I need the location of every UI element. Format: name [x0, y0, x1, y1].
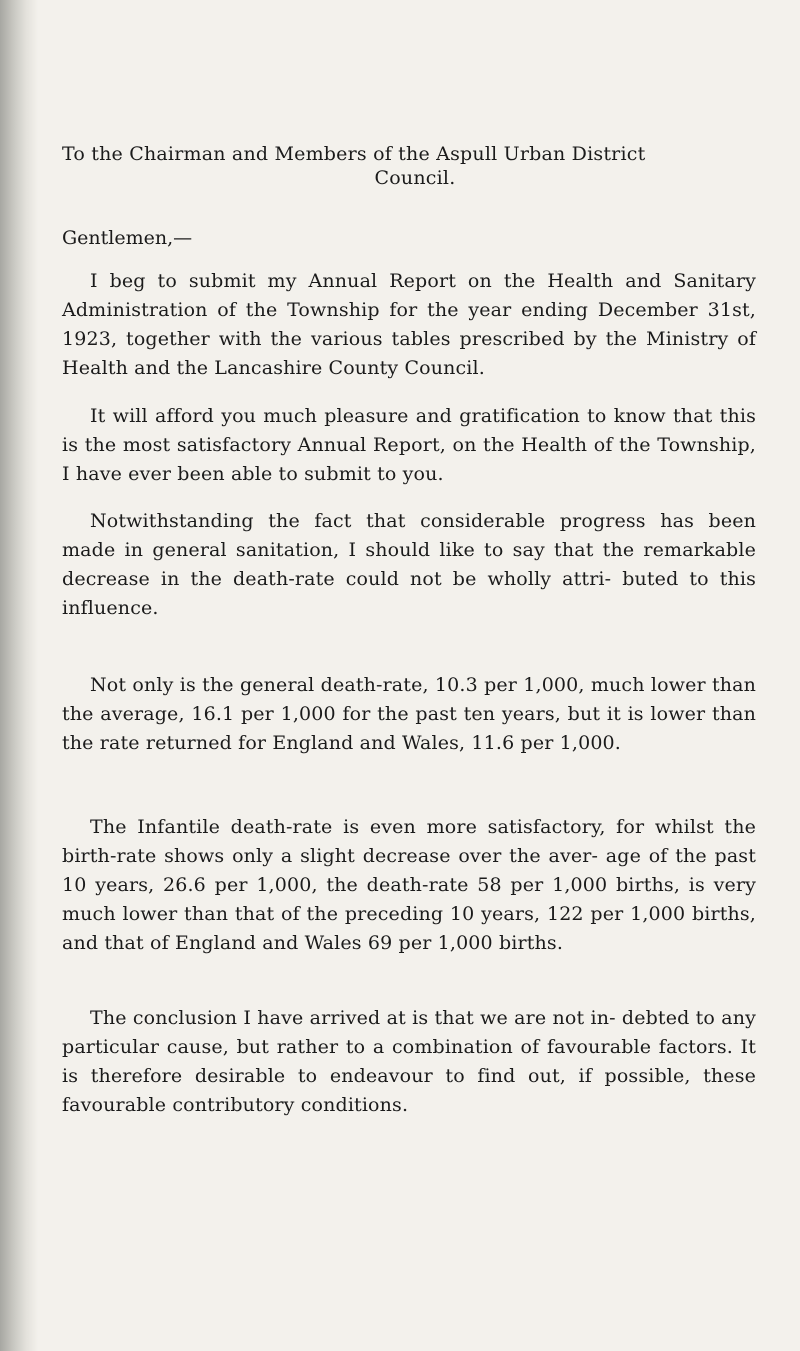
- greeting: Gentlemen,—: [62, 227, 193, 249]
- address-line-1: To the Chairman and Members of the Aspull Urban District: [62, 143, 646, 165]
- paragraph-report-submission: I beg to submit my Annual Report on the Health and Sanitary Administration of the Township for the year ending December 31st, 1923, together with the various tables prescribed by the Ministry of Health and the Lancashire County Council.: [62, 270, 756, 379]
- paragraph-satisfactory-report: It will afford you much pleasure and gratification to know that this is the most satisfactory Annual Report, on the Health of the Township, I have ever been able to submit to you.: [62, 405, 756, 485]
- paragraph-conclusion: The conclusion I have arrived at is that we are not in- debted to any particular cause, but rather to a combination of favourable factors. It is therefore desirable to endeavour to find out, if possible, these favourable contributory conditions.: [62, 1007, 756, 1116]
- address-line-2: Council.: [374, 167, 456, 189]
- address-block: [62, 142, 768, 190]
- paragraph-sanitation-progress: Notwithstanding the fact that considerable progress has been made in general sanitation, I should like to say that the remarkable decrease in the death-rate could not be wholly attri- buted to this influence.: [62, 510, 756, 619]
- paragraph-general-death-rate: Not only is the general death-rate, 10.3 per 1,000, much lower than the average, 16.1 per 1,000 for the past ten years, but it is lower than the rate returned for England and Wales, 11.6 per 1,000.: [62, 674, 756, 754]
- page-binding-edge: [0, 0, 38, 1351]
- paragraph-infantile-death-rate: The Infantile death-rate is even more satisfactory, for whilst the birth-rate shows only a slight decrease over the aver- age of the past 10 years, 26.6 per 1,000, the death-rate 58 per 1,000 births, is very much lower than that of the preceding 10 years, 122 per 1,000 births, and that of England and Wales 69 per 1,000 births.: [62, 816, 756, 954]
- document-page: [62, 0, 768, 1351]
